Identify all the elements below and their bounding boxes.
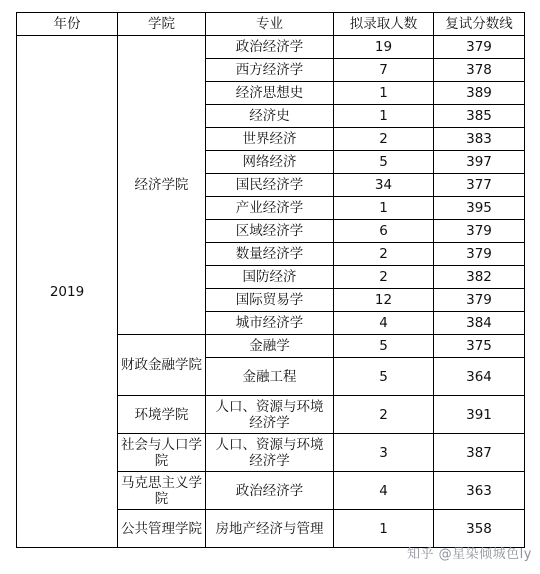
major-cell: 国际贸易学 [206, 289, 334, 312]
score-cell: 384 [434, 312, 525, 335]
score-cell: 377 [434, 174, 525, 197]
major-cell [206, 396, 334, 434]
count-cell: 1 [334, 82, 434, 105]
score-cell: 389 [434, 82, 525, 105]
major-cell: 国防经济 [206, 266, 334, 289]
count-cell: 2 [334, 243, 434, 266]
count-cell: 12 [334, 289, 434, 312]
score-cell: 358 [434, 510, 525, 548]
college-cell-environment: 环境学院 [118, 396, 206, 434]
major-label: 人口、资源与环境经济学 [215, 398, 324, 431]
count-cell: 6 [334, 220, 434, 243]
college-label: 马克思主义学院 [121, 474, 202, 507]
score-cell: 378 [434, 59, 525, 82]
major-cell: 西方经济学 [206, 59, 334, 82]
major-cell: 区域经济学 [206, 220, 334, 243]
score-cell: 383 [434, 128, 525, 151]
score-cell: 364 [434, 358, 525, 396]
header-year: 年份 [17, 13, 118, 36]
count-cell: 5 [334, 151, 434, 174]
major-cell: 数量经济学 [206, 243, 334, 266]
major-cell: 世界经济 [206, 128, 334, 151]
college-label: 财政金融学院 [121, 357, 202, 373]
major-cell: 国民经济学 [206, 174, 334, 197]
table-header-row [17, 13, 525, 36]
count-cell: 1 [334, 105, 434, 128]
count-cell: 5 [334, 335, 434, 358]
count-cell: 1 [334, 510, 434, 548]
major-cell: 金融学 [206, 335, 334, 358]
score-cell: 391 [434, 396, 525, 434]
major-cell: 政治经济学 [206, 472, 334, 510]
score-cell: 387 [434, 434, 525, 472]
year-cell: 2019 [17, 36, 118, 548]
score-cell: 397 [434, 151, 525, 174]
major-cell: 金融工程 [206, 358, 334, 396]
major-cell: 产业经济学 [206, 197, 334, 220]
college-cell-marxism [118, 472, 206, 510]
major-cell: 城市经济学 [206, 312, 334, 335]
score-cell: 379 [434, 36, 525, 59]
score-cell: 363 [434, 472, 525, 510]
admission-table-container [16, 12, 524, 574]
admission-table [16, 12, 525, 548]
major-cell: 政治经济学 [206, 36, 334, 59]
score-cell: 395 [434, 197, 525, 220]
table-row [17, 36, 525, 59]
score-cell: 379 [434, 220, 525, 243]
score-cell: 382 [434, 266, 525, 289]
college-label: 公共管理学院 [121, 520, 202, 537]
count-cell: 4 [334, 472, 434, 510]
college-cell-finance [118, 335, 206, 396]
count-cell: 1 [334, 197, 434, 220]
count-cell: 4 [334, 312, 434, 335]
header-college: 学院 [118, 13, 206, 36]
count-cell: 19 [334, 36, 434, 59]
header-admitted-count: 拟录取人数 [334, 13, 434, 36]
count-cell: 2 [334, 266, 434, 289]
major-cell: 房地产经济与管理 [206, 510, 334, 548]
count-cell: 34 [334, 174, 434, 197]
count-cell: 5 [334, 358, 434, 396]
header-major: 专业 [206, 13, 334, 36]
count-cell: 7 [334, 59, 434, 82]
score-cell: 385 [434, 105, 525, 128]
college-cell-economics: 经济学院 [118, 36, 206, 335]
header-retest-score: 复试分数线 [434, 13, 525, 36]
major-label: 人口、资源与环境经济学 [215, 436, 324, 469]
count-cell: 2 [334, 396, 434, 434]
college-cell-population [118, 434, 206, 472]
count-cell: 2 [334, 128, 434, 151]
watermark-text: 知乎 @星染倾城色ly [407, 547, 532, 562]
college-cell-public-admin [118, 510, 206, 548]
major-cell: 网络经济 [206, 151, 334, 174]
score-cell: 379 [434, 243, 525, 266]
score-cell: 375 [434, 335, 525, 358]
college-label: 社会与人口学院 [121, 436, 202, 469]
major-cell: 经济史 [206, 105, 334, 128]
count-cell: 3 [334, 434, 434, 472]
score-cell: 379 [434, 289, 525, 312]
major-cell [206, 434, 334, 472]
major-cell: 经济思想史 [206, 82, 334, 105]
